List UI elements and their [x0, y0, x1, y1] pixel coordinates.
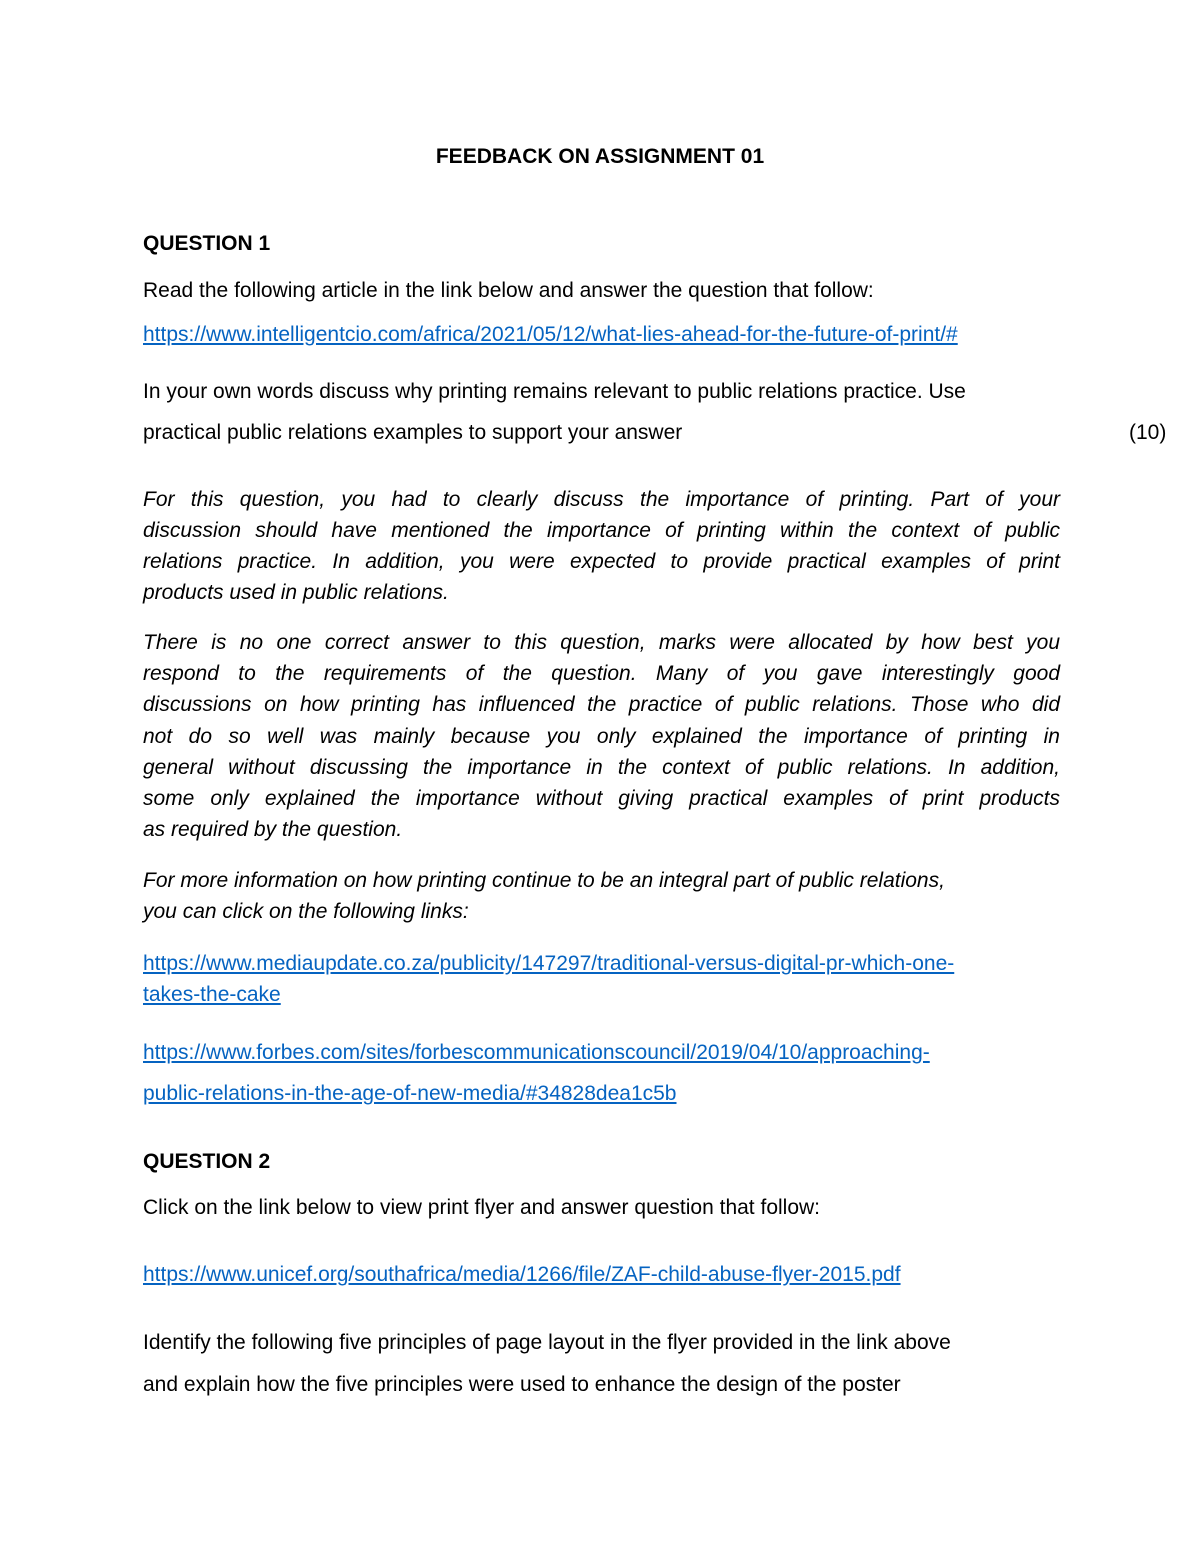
- question-1-heading: QUESTION 1: [143, 232, 271, 255]
- feedback-line: as required by the question.: [143, 818, 403, 841]
- question-2-prompt-line: and explain how the five principles were used to enhance the design of the poster: [143, 1373, 901, 1396]
- feedback-line: For more information on how printing continue to be an integral part of public relations,: [143, 869, 945, 892]
- feedback-line: some only explained the importance without giving practical examples of print products: [143, 787, 1060, 810]
- feedback-line: For this question, you had to clearly discuss the importance of printing. Part of your: [143, 488, 1060, 511]
- feedback-line: discussion should have mentioned the importance of printing within the context of public: [143, 519, 1060, 542]
- feedback-line: respond to the requirements of the question. Many of you gave interestingly good: [143, 662, 1060, 685]
- mediaupdate-link[interactable]: takes-the-cake: [143, 983, 281, 1006]
- question-2-flyer-link[interactable]: https://www.unicef.org/southafrica/media/1266/file/ZAF-child-abuse-flyer-2015.pdf: [143, 1263, 901, 1286]
- question-1-prompt-text: practical public relations examples to support your answer: [143, 421, 683, 444]
- mediaupdate-link[interactable]: https://www.mediaupdate.co.za/publicity/147297/traditional-versus-digital-pr-which-one-: [143, 952, 955, 975]
- feedback-line: discussions on how printing has influenced the practice of public relations. Those who did: [143, 693, 1060, 716]
- question-1-intro: Read the following article in the link below and answer the question that follow:: [143, 279, 874, 302]
- feedback-line: relations practice. In addition, you were expected to provide practical examples of print: [143, 550, 1060, 573]
- document-title: FEEDBACK ON ASSIGNMENT 01: [435, 145, 765, 168]
- feedback-line: not do so well was mainly because you only explained the importance of printing in: [143, 725, 1060, 748]
- question-1-prompt-line: In your own words discuss why printing remains relevant to public relations practice. Use: [143, 380, 966, 403]
- question-2-intro: Click on the link below to view print flyer and answer question that follow:: [143, 1196, 821, 1219]
- feedback-line: products used in public relations.: [143, 581, 449, 604]
- feedback-line: you can click on the following links:: [143, 900, 469, 923]
- forbes-link[interactable]: public-relations-in-the-age-of-new-media/#34828dea1c5b: [143, 1082, 677, 1105]
- question-1-marks: (10): [1129, 421, 1167, 444]
- feedback-line: There is no one correct answer to this question, marks were allocated by how best you: [143, 631, 1060, 654]
- question-1-article-link[interactable]: https://www.intelligentcio.com/africa/2021/05/12/what-lies-ahead-for-the-future-of-print/#: [143, 323, 958, 346]
- question-2-heading: QUESTION 2: [143, 1150, 271, 1173]
- question-1-prompt-line: [143, 420, 1167, 446]
- forbes-link[interactable]: https://www.forbes.com/sites/forbescommunicationscouncil/2019/04/10/approaching-: [143, 1041, 930, 1064]
- question-2-prompt-line: Identify the following five principles of page layout in the flyer provided in the link above: [143, 1331, 951, 1354]
- feedback-line: general without discussing the importance in the context of public relations. In addition,: [143, 756, 1060, 779]
